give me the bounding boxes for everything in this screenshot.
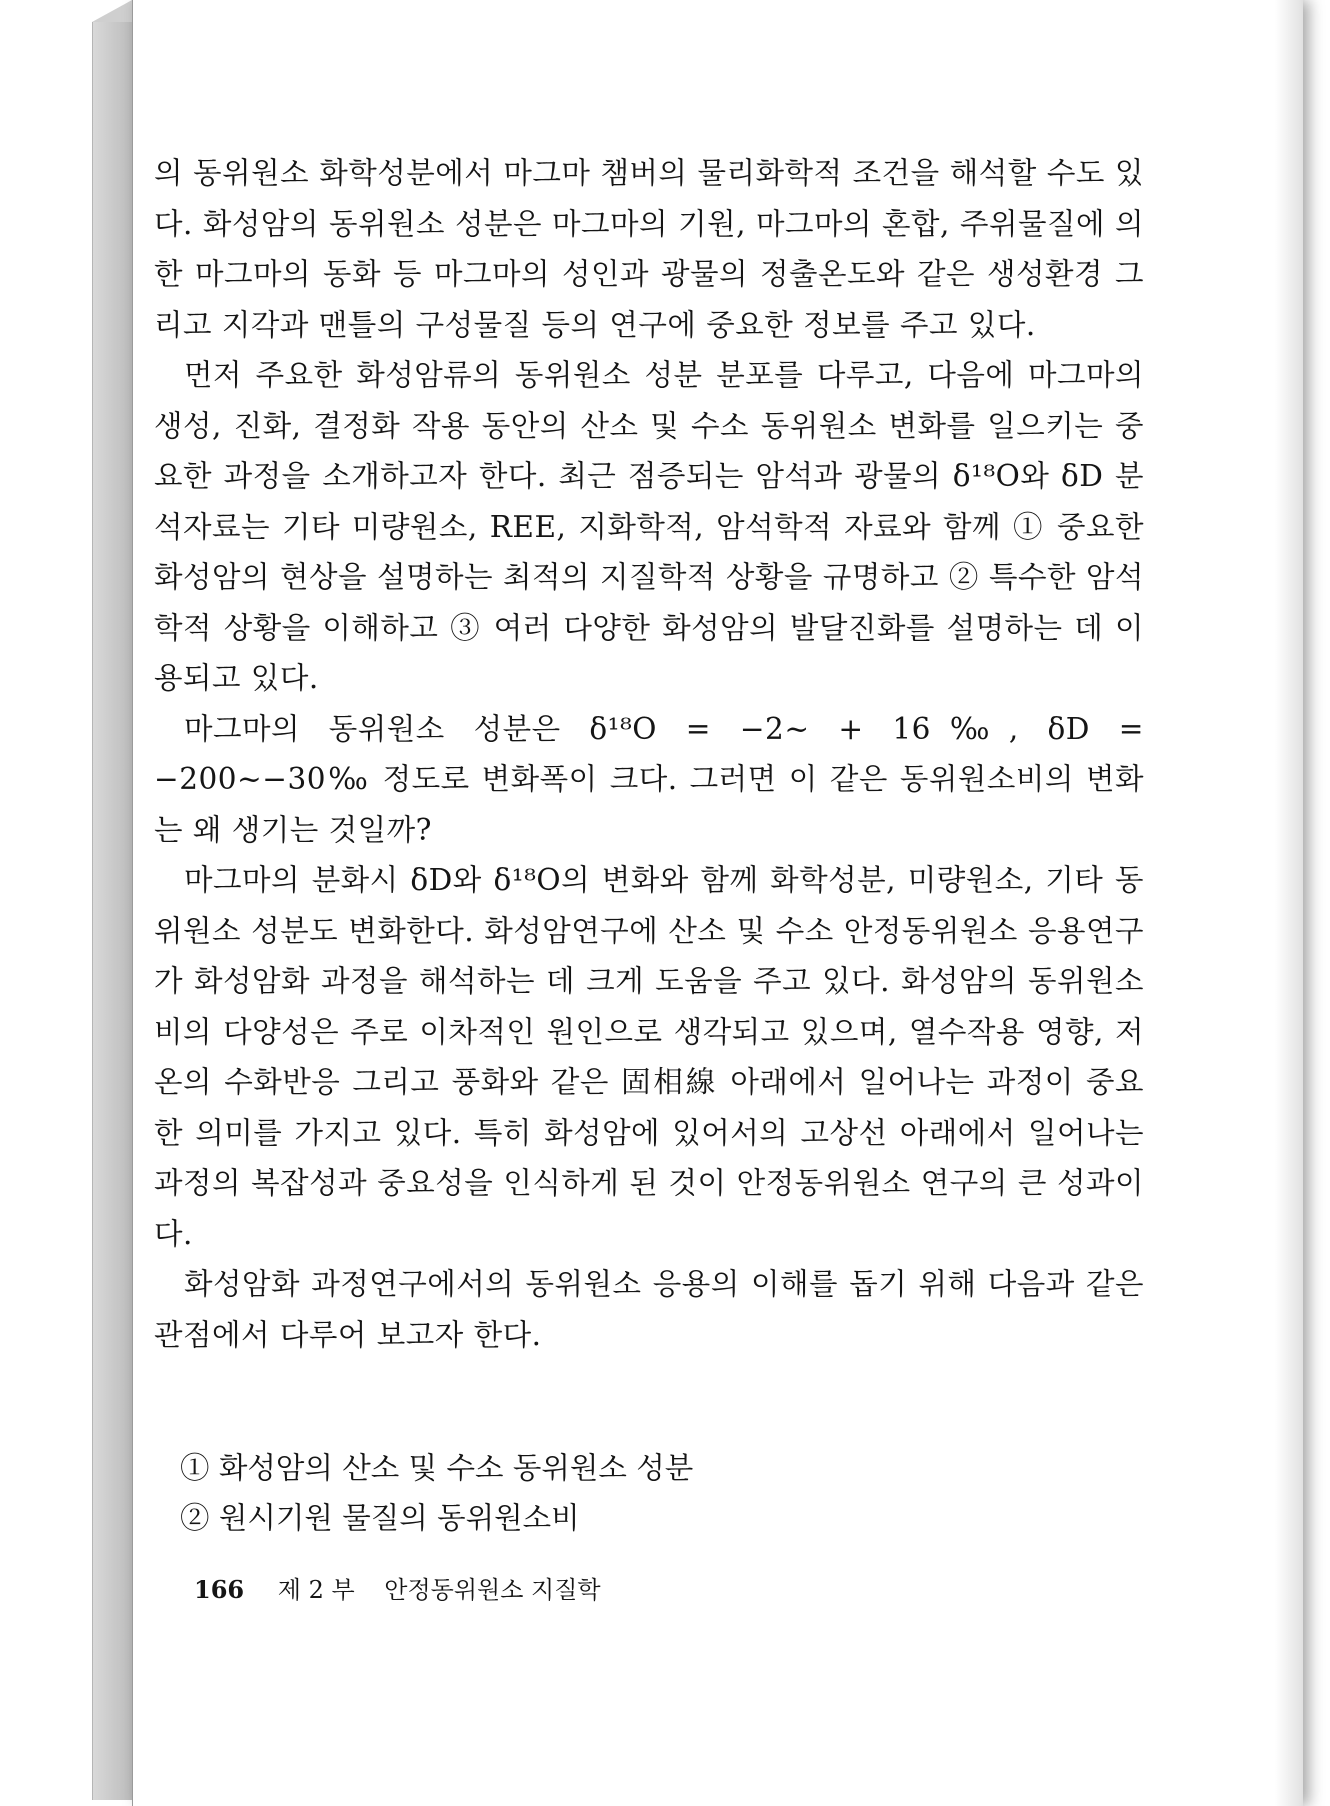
list-item: ② 원시기원 물질의 동위원소비: [180, 1501, 580, 1535]
page-edge-shadow: [1275, 0, 1303, 1806]
running-title: 안정동위원소 지질학: [384, 1576, 601, 1604]
body-text: [154, 148, 1144, 1360]
numbered-list: [180, 1443, 1080, 1543]
page-number: 166: [194, 1575, 245, 1604]
page-footer: [194, 1570, 601, 1605]
list-item: ① 화성암의 산소 및 수소 동위원소 성분: [180, 1451, 694, 1485]
part-label: 제 2 부: [277, 1576, 355, 1604]
paragraph-5: 화성암화 과정연구에서의 동위원소 응용의 이해를 돕기 위해 다음과 같은 관점에서 다루어 보고자 한다.: [154, 1267, 1144, 1352]
book-spine: [92, 22, 133, 1800]
paragraph-4: 마그마의 분화시 δD와 δ¹⁸O의 변화와 함께 화학성분, 미량원소, 기타 동위원소 성분도 변화한다. 화성암연구에 산소 및 수소 안정동위원소 응용연구가 화성암화 과정을 해석하는 데 크게 도움을 주고 있다. 화성암의 동위원소비의 다양성은 주로 이차적인 원인으로 생각되고 있으며, 열수작용 영향, 저온의 수화반응 그리고 풍화와 같은 固相線 아래에서 일어나는 과정이 중요한 의미를 가지고 있다. 특히 화성암에 있어서의 고상선 아래에서 일어나는 과정의 복잡성과 중요성을 인식하게 된 것이 안정동위원소 연구의 큰 성과이다.: [154, 863, 1144, 1251]
paragraph-1: 의 동위원소 화학성분에서 마그마 챔버의 물리화학적 조건을 해석할 수도 있다. 화성암의 동위원소 성분은 마그마의 기원, 마그마의 혼합, 주위물질에 의한 마그마의 동화 등 마그마의 성인과 광물의 정출온도와 같은 생성환경 그리고 지각과 맨틀의 구성물질 등의 연구에 중요한 정보를 주고 있다.: [154, 156, 1144, 342]
book-spine-top: [92, 0, 132, 22]
paragraph-3: 마그마의 동위원소 성분은 δ¹⁸O = −2∼ + 16‰, δD = −200∼−30‰ 정도로 변화폭이 크다. 그러면 이 같은 동위원소비의 변화는 왜 생기는 것일까?: [154, 711, 1144, 847]
paragraph-2: 먼저 주요한 화성암류의 동위원소 성분 분포를 다루고, 다음에 마그마의 생성, 진화, 결정화 작용 동안의 산소 및 수소 동위원소 변화를 일으키는 중요한 과정을 소개하고자 한다. 최근 점증되는 암석과 광물의 δ¹⁸O와 δD 분석자료는 기타 미량원소, REE, 지화학적, 암석학적 자료와 함께 ① 중요한 화성암의 현상을 설명하는 최적의 지질학적 상황을 규명하고 ② 특수한 암석학적 상황을 이해하고 ③ 여러 다양한 화성암의 발달진화를 설명하는 데 이용되고 있다.: [154, 358, 1144, 695]
